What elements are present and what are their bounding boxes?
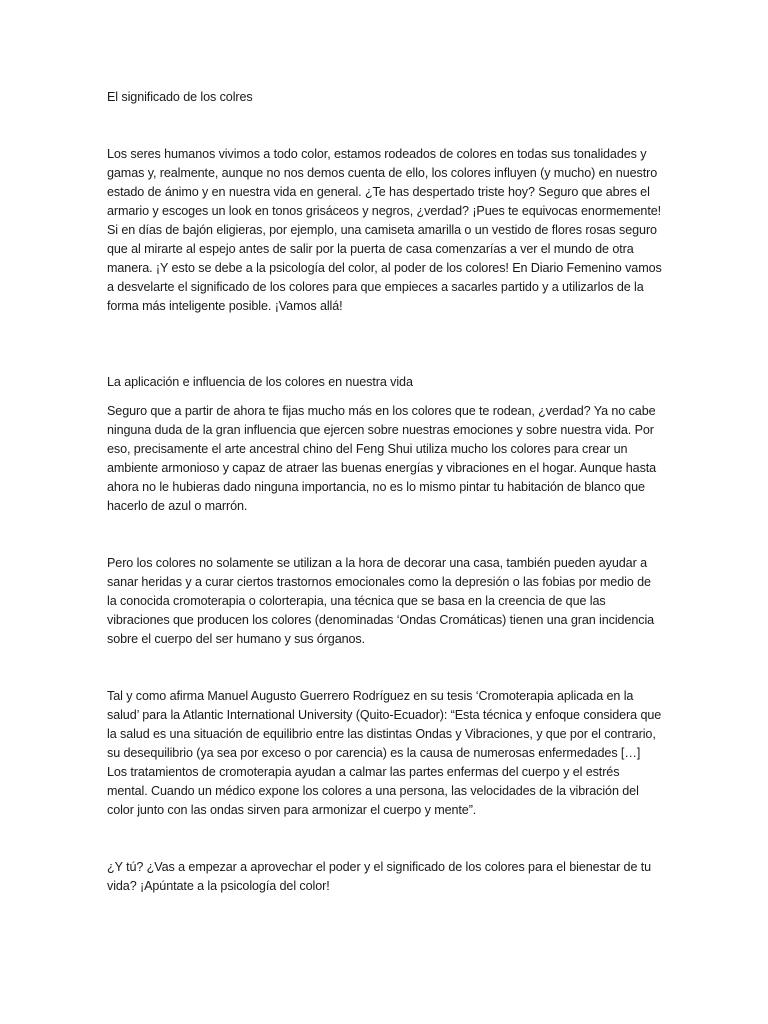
paragraph-cromoterapia: Pero los colores no solamente se utilizan a la hora de decorar una casa, también pueden ayudar a sanar heridas y a curar ciertos trastornos emocionales como la depresión o las fobias por medio de la conocida cromoterapia o colorterapia, una técnica que se basa en la creencia de que las vibraciones que producen los colores (denominadas ‘Ondas Cromáticas) tienen una gran incidencia sobre el cuerpo del ser humano y sus órganos. [107, 556, 655, 646]
paragraph-quote: Tal y como afirma Manuel Augusto Guerrero Rodríguez en su tesis ‘Cromoterapia aplicada en la salud’ para la Atlantic International University (Quito-Ecuador): “Esta técnica y enfoque considera que la salud es una situación de equilibrio entre las distintas Ondas y Vibraciones, y que por el contrario, su desequilibrio (ya sea por exceso o por carencia) es la causa de numerosas enfermedades […] Los tratamientos de cromoterapia ayudan a calmar las partes enfermas del cuerpo y el estrés mental. Cuando un médico expone los colores a una persona, las velocidades de la vibración del color junto con las ondas sirven para armonizar el cuerpo y mente”. [107, 689, 662, 817]
document-page [107, 88, 662, 896]
paragraph-intro: Los seres humanos vivimos a todo color, estamos rodeados de colores en todas sus tonalidades y gamas y, realmente, aunque no nos demos cuenta de ello, los colores influyen (y mucho) en nuestro estado de ánimo y en nuestra vida en general. ¿Te has despertado triste hoy? Seguro que abres el armario y escoges un look en tonos grisáceos y negros, ¿verdad? ¡Pues te equivocas enormemente! Si en días de bajón eligieras, por ejemplo, una camiseta amarilla o un vestido de flores rosas seguro que al mirarte al espejo antes de salir por la puerta de casa comenzarías a ver el mundo de otra manera. ¡Y esto se debe a la psicología del color, al poder de los colores! En Diario Femenino vamos a desvelarte el significado de los colores para que empieces a sacarles partido y a utilizarlos de la forma más inteligente posible. ¡Vamos allá! [107, 147, 662, 313]
paragraph-closing: ¿Y tú? ¿Vas a empezar a aprovechar el poder y el significado de los colores para el bienestar de tu vida? ¡Apúntate a la psicología del color! [107, 860, 652, 893]
paragraph-feng-shui: Seguro que a partir de ahora te fijas mucho más en los colores que te rodean, ¿verdad? Ya no cabe ninguna duda de la gran influencia que ejercen sobre nuestras emociones y sobre nuestra vida. Por eso, precisamente el arte ancestral chino del Feng Shui utiliza mucho los colores para crear un ambiente armonioso y capaz de atraer las buenas energías y vibraciones en el hogar. Aunque hasta ahora no le hubieras dado ninguna importancia, no es lo mismo pintar tu habitación de blanco que hacerlo de azul o marrón. [107, 404, 657, 513]
document-title: El significado de los colres [107, 90, 253, 104]
section-heading: La aplicación e influencia de los colores en nuestra vida [107, 375, 413, 389]
